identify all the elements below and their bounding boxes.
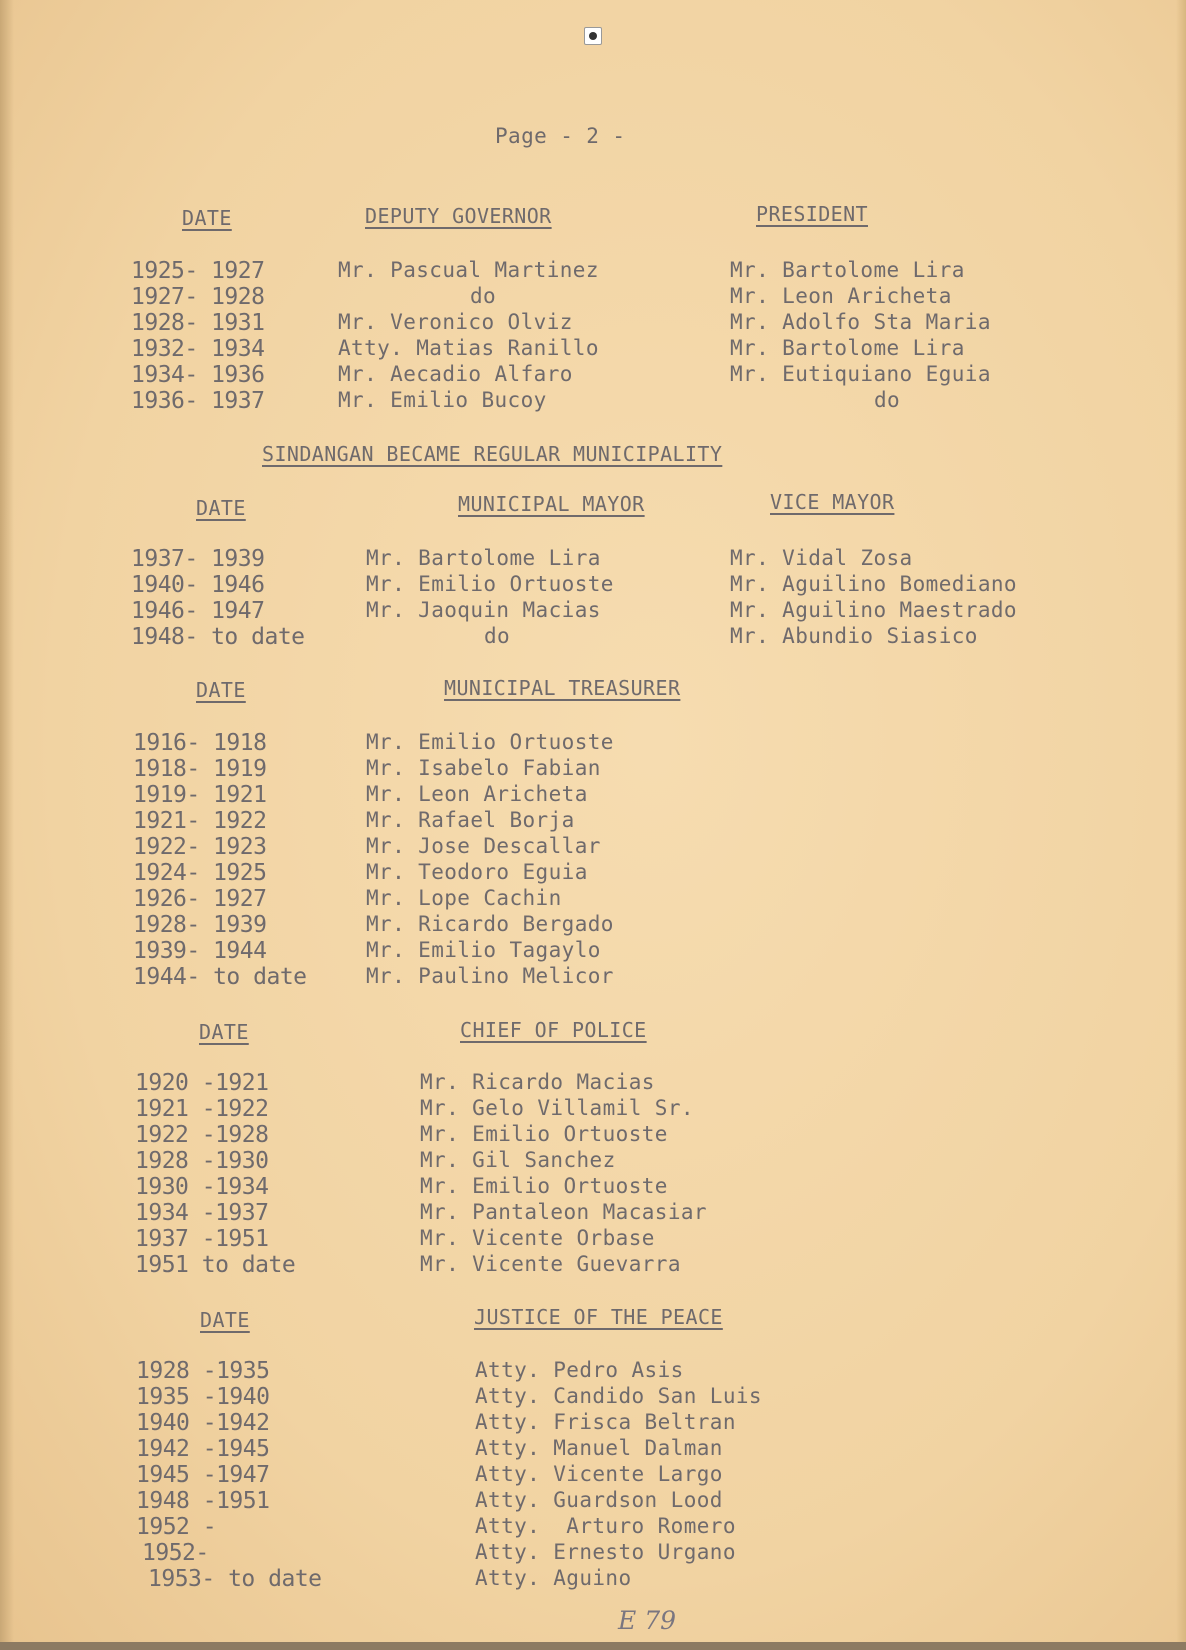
section5-row-date: 1952 - xyxy=(136,1514,217,1540)
section5-row-col2: Atty. Ernesto Urgano xyxy=(475,1540,736,1564)
section4-row-col2: Mr. Pantaleon Macasiar xyxy=(420,1200,707,1224)
section3-row-date: 1922- 1923 xyxy=(133,834,267,860)
section1-row-col3: Mr. Leon Aricheta xyxy=(730,284,952,308)
section3-row-date: 1944- to date xyxy=(133,964,307,990)
section1-date-header: DATE xyxy=(182,206,232,230)
section2-row-date: 1946- 1947 xyxy=(131,598,265,624)
section2-date-header: DATE xyxy=(196,496,246,520)
section5-row-date: 1945 -1947 xyxy=(136,1462,270,1488)
section2-row-col2: Mr. Jaoquin Macias xyxy=(366,598,601,622)
punch-hole-icon xyxy=(584,27,602,45)
section1-row-date: 1925- 1927 xyxy=(131,258,265,284)
section2-row-date: 1940- 1946 xyxy=(131,572,265,598)
section1-row-col2: Mr. Aecadio Alfaro xyxy=(338,362,573,386)
section4-row-date: 1920 -1921 xyxy=(135,1070,269,1096)
section4-row-col2: Mr. Gil Sanchez xyxy=(420,1148,616,1172)
section3-treasurer-header: MUNICIPAL TREASURER xyxy=(444,676,681,700)
section1-row-col3: Mr. Bartolome Lira xyxy=(730,258,965,282)
page-right-edge xyxy=(1176,0,1186,1650)
section4-police-header: CHIEF OF POLICE xyxy=(460,1018,647,1042)
section2-row-col2: Mr. Bartolome Lira xyxy=(366,546,601,570)
section4-row-col2: Mr. Emilio Ortuoste xyxy=(420,1122,668,1146)
section1-row-col3: Mr. Eutiquiano Eguia xyxy=(730,362,991,386)
section4-row-col2: Mr. Vicente Orbase xyxy=(420,1226,655,1250)
section5-row-col2: Atty. Arturo Romero xyxy=(475,1514,736,1538)
section3-date-header: DATE xyxy=(196,678,246,702)
section5-row-date: 1942 -1945 xyxy=(136,1436,270,1462)
section1-row-col3: Mr. Adolfo Sta Maria xyxy=(730,310,991,334)
section5-row-col2: Atty. Guardson Lood xyxy=(475,1488,723,1512)
section3-row-date: 1918- 1919 xyxy=(133,756,267,782)
section3-row-col2: Mr. Paulino Melicor xyxy=(366,964,614,988)
section3-row-date: 1921- 1922 xyxy=(133,808,267,834)
section4-row-date: 1937 -1951 xyxy=(135,1226,269,1252)
section5-row-date: 1940 -1942 xyxy=(136,1410,270,1436)
section1-row-date: 1928- 1931 xyxy=(131,310,265,336)
section3-row-col2: Mr. Emilio Ortuoste xyxy=(366,730,614,754)
section5-row-col2: Atty. Vicente Largo xyxy=(475,1462,723,1486)
section3-row-col2: Mr. Isabelo Fabian xyxy=(366,756,601,780)
section1-row-date: 1927- 1928 xyxy=(131,284,265,310)
section4-row-date: 1930 -1934 xyxy=(135,1174,269,1200)
section4-row-col2: Mr. Ricardo Macias xyxy=(420,1070,655,1094)
section5-row-col2: Atty. Manuel Dalman xyxy=(475,1436,723,1460)
section3-row-col2: Mr. Rafael Borja xyxy=(366,808,575,832)
section3-row-date: 1939- 1944 xyxy=(133,938,267,964)
section2-row-date: 1937- 1939 xyxy=(131,546,265,572)
section5-row-col2: Atty. Pedro Asis xyxy=(475,1358,684,1382)
section4-row-col2: Mr. Vicente Guevarra xyxy=(420,1252,681,1276)
section2-row-col2: Mr. Emilio Ortuoste xyxy=(366,572,614,596)
section1-row-col2: do xyxy=(470,284,497,308)
section2-row-col3: Mr. Abundio Siasico xyxy=(730,624,978,648)
section1-row-col2: Mr. Pascual Martinez xyxy=(338,258,599,282)
page-mark: E 79 xyxy=(618,1606,677,1635)
section5-row-col2: Atty. Candido San Luis xyxy=(475,1384,762,1408)
section5-row-date: 1928 -1935 xyxy=(136,1358,270,1384)
section1-row-date: 1934- 1936 xyxy=(131,362,265,388)
section3-row-col2: Mr. Lope Cachin xyxy=(366,886,562,910)
section3-row-col2: Mr. Ricardo Bergado xyxy=(366,912,614,936)
section5-row-date: 1952- xyxy=(142,1540,209,1566)
section4-row-date: 1951 to date xyxy=(135,1252,296,1278)
section1-row-col3: do xyxy=(874,388,901,412)
section3-row-date: 1924- 1925 xyxy=(133,860,267,886)
section2-row-col3: Mr. Aguilino Bomediano xyxy=(730,572,1017,596)
section5-row-date: 1953- to date xyxy=(148,1566,322,1592)
section4-row-col2: Mr. Emilio Ortuoste xyxy=(420,1174,668,1198)
section4-row-col2: Mr. Gelo Villamil Sr. xyxy=(420,1096,694,1120)
section4-date-header: DATE xyxy=(199,1020,249,1044)
section4-row-date: 1934 -1937 xyxy=(135,1200,269,1226)
section4-row-date: 1928 -1930 xyxy=(135,1148,269,1174)
page-number: Page - 2 - xyxy=(495,124,626,148)
section4-row-date: 1922 -1928 xyxy=(135,1122,269,1148)
section3-row-col2: Mr. Jose Descallar xyxy=(366,834,601,858)
section1-row-col3: Mr. Bartolome Lira xyxy=(730,336,965,360)
section1-row-date: 1936- 1937 xyxy=(131,388,265,414)
section5-justice-header: JUSTICE OF THE PEACE xyxy=(474,1305,723,1329)
municipality-banner: SINDANGAN BECAME REGULAR MUNICIPALITY xyxy=(262,442,723,466)
section5-row-date: 1935 -1940 xyxy=(136,1384,270,1410)
section3-row-date: 1926- 1927 xyxy=(133,886,267,912)
section3-row-date: 1919- 1921 xyxy=(133,782,267,808)
section1-row-col2: Mr. Emilio Bucoy xyxy=(338,388,547,412)
section1-row-date: 1932- 1934 xyxy=(131,336,265,362)
section2-mayor-header: MUNICIPAL MAYOR xyxy=(458,492,645,516)
section3-row-date: 1916- 1918 xyxy=(133,730,267,756)
section1-president-header: PRESIDENT xyxy=(756,202,868,226)
section3-row-col2: Mr. Leon Aricheta xyxy=(366,782,588,806)
page-bottom-edge xyxy=(0,1642,1186,1650)
section1-row-col2: Mr. Veronico Olviz xyxy=(338,310,573,334)
section3-row-col2: Mr. Emilio Tagaylo xyxy=(366,938,601,962)
section1-row-col2: Atty. Matias Ranillo xyxy=(338,336,599,360)
section2-row-col3: Mr. Aguilino Maestrado xyxy=(730,598,1017,622)
page-left-edge xyxy=(0,0,14,1650)
section5-row-col2: Atty. Frisca Beltran xyxy=(475,1410,736,1434)
section5-date-header: DATE xyxy=(200,1308,250,1332)
section2-row-col2: do xyxy=(484,624,511,648)
section4-row-date: 1921 -1922 xyxy=(135,1096,269,1122)
section5-row-date: 1948 -1951 xyxy=(136,1488,270,1514)
section3-row-date: 1928- 1939 xyxy=(133,912,267,938)
section1-deputy-governor-header: DEPUTY GOVERNOR xyxy=(365,204,552,228)
section3-row-col2: Mr. Teodoro Eguia xyxy=(366,860,588,884)
section2-row-col3: Mr. Vidal Zosa xyxy=(730,546,913,570)
section2-row-date: 1948- to date xyxy=(131,624,305,650)
section5-row-col2: Atty. Aguino xyxy=(475,1566,632,1590)
section2-vice-mayor-header: VICE MAYOR xyxy=(770,490,895,514)
